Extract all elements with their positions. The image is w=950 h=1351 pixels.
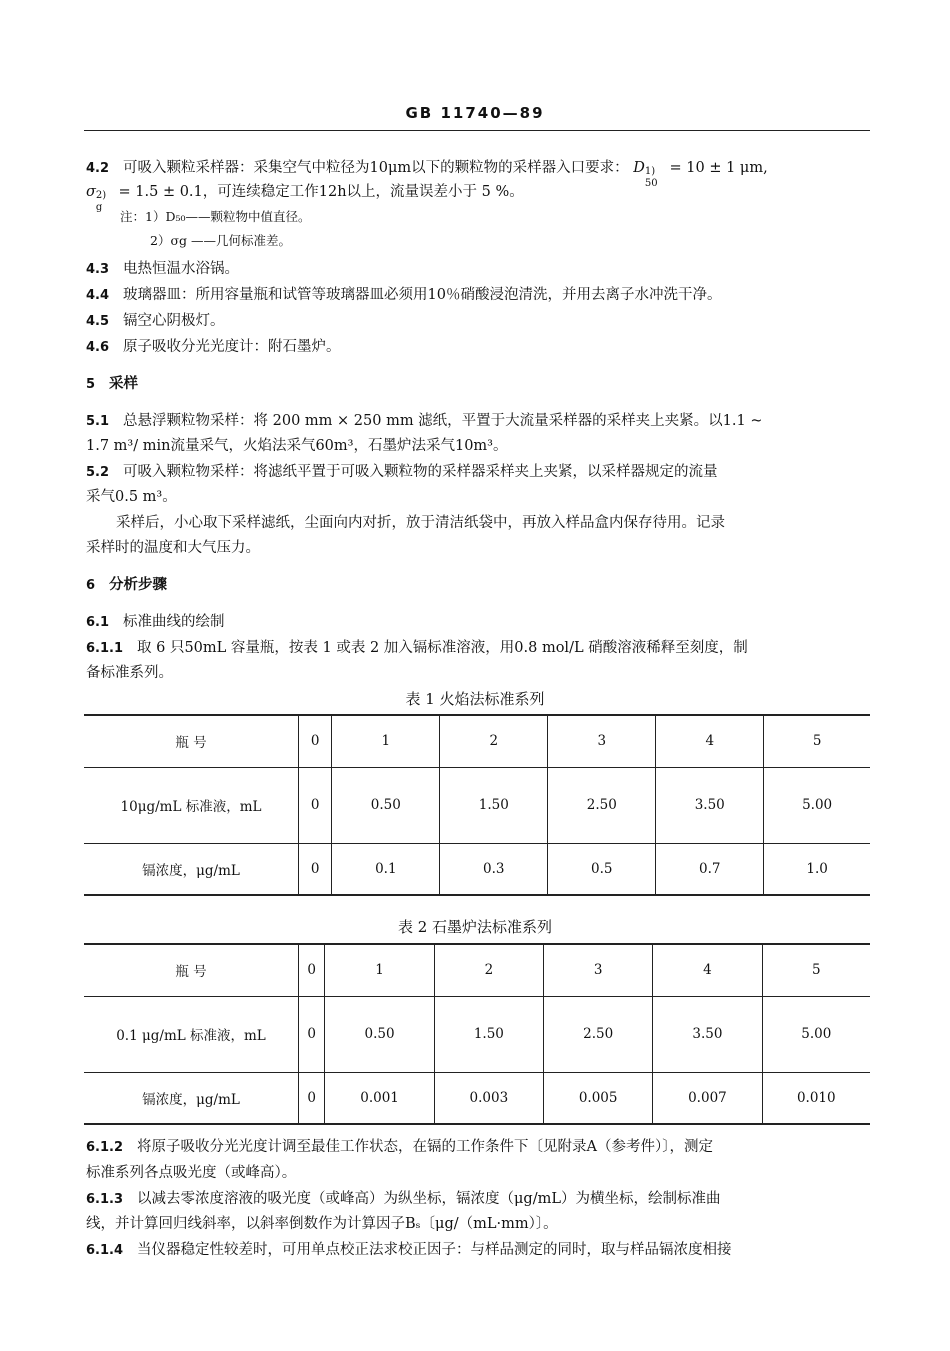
section-4-6: 4.6 原子吸收分光光度计：附石墨炉。 xyxy=(86,339,341,355)
table-row xyxy=(84,843,870,895)
table-cell: 0.007 xyxy=(653,1072,762,1124)
table-cell: 0.3 xyxy=(440,843,548,895)
table-cell: 2.50 xyxy=(544,996,653,1072)
table-cell: 0 xyxy=(299,767,332,843)
table-cell: 0 xyxy=(299,843,332,895)
table-cell: 3 xyxy=(548,715,656,767)
table-cell: 0 xyxy=(299,996,325,1072)
section-5-heading: 5 采样 xyxy=(86,375,139,392)
section-5-2-line1: 5.2 可吸入颗粒物采样：将滤纸平置于可吸入颗粒物的采样器采样夹上夹紧，以采样器规定的流量 xyxy=(86,464,718,480)
section-6-1-1-line2: 备标准系列。 xyxy=(86,665,173,681)
section-6-1-3-line2: 线，并计算回归线斜率，以斜率倒数作为计算因子Bₛ〔μg/（mL·mm）〕。 xyxy=(86,1216,558,1232)
table-cell: 0.1 μg/mL 标准液，mL xyxy=(116,1028,266,1044)
table-cell: 3.50 xyxy=(656,767,764,843)
section-5-1-line2: 1.7 m³/ min流量采气，火焰法采气60m³，石墨炉法采气10m³。 xyxy=(86,438,508,454)
table-cell: 0.001 xyxy=(325,1072,434,1124)
table-cell: 2 xyxy=(434,944,543,996)
table-cell: 0.003 xyxy=(434,1072,543,1124)
table-cell: 0.7 xyxy=(656,843,764,895)
table-cell: 5.00 xyxy=(764,767,870,843)
header-rule xyxy=(84,130,870,131)
note-1: 注：1）D₅₀——颗粒物中值直径。 xyxy=(120,209,311,224)
table-cell: 1.50 xyxy=(440,767,548,843)
table-cell: 3 xyxy=(544,944,653,996)
table-cell: 5 xyxy=(764,715,870,767)
section-6-1-3-line1: 6.1.3 以减去零浓度溶液的吸光度（或峰高）为纵坐标，镉浓度（μg/mL）为横坐标，绘制标准曲 xyxy=(86,1191,721,1207)
table1-caption: 表 1 火焰法标准系列 xyxy=(405,690,545,708)
table-cell: 3.50 xyxy=(653,996,762,1072)
table-row xyxy=(84,1072,870,1124)
table2-caption: 表 2 石墨炉法标准系列 xyxy=(397,918,553,936)
table1 xyxy=(84,714,870,896)
table-cell: 1.50 xyxy=(434,996,543,1072)
table-cell: 0.1 xyxy=(332,843,440,895)
table-cell: 瓶 号 xyxy=(175,964,207,981)
section-4-3: 4.3 电热恒温水浴锅。 xyxy=(86,261,240,277)
section-6-1: 6.1 标准曲线的绘制 xyxy=(86,614,225,630)
table-cell: 5 xyxy=(762,944,870,996)
section-5-1-line1: 5.1 总悬浮颗粒物采样：将 200 mm × 250 mm 滤纸，平置于大流量采样器的采样夹上夹紧。以1.1 ~ xyxy=(86,413,763,429)
table-row xyxy=(84,944,870,996)
section-6-heading: 6 分析步骤 xyxy=(86,576,168,593)
section-6-1-4-line1: 6.1.4 当仪器稳定性较差时，可用单点校正法求校正因子：与样品测定的同时，取与样品镉浓度相接 xyxy=(86,1242,732,1258)
table-cell: 2 xyxy=(440,715,548,767)
table-row xyxy=(84,715,870,767)
table-cell: 1 xyxy=(332,715,440,767)
note-2: 2）σg ——几何标准差。 xyxy=(150,233,291,248)
section-4-5: 4.5 镉空心阴极灯。 xyxy=(86,313,225,329)
table-cell: 0.50 xyxy=(325,996,434,1072)
table-cell: 5.00 xyxy=(762,996,870,1072)
table-cell: 2.50 xyxy=(548,767,656,843)
table2 xyxy=(84,943,870,1125)
page-header: GB 11740—89 xyxy=(405,104,545,122)
section-6-1-2-line1: 6.1.2 将原子吸收分光光度计调至最佳工作状态，在镉的工作条件下〔见附录A（参考件）〕，测定 xyxy=(86,1139,713,1155)
table-cell: 0.50 xyxy=(332,767,440,843)
table-cell: 10μg/mL 标准液，mL xyxy=(120,799,262,815)
table-cell: 瓶 号 xyxy=(175,735,207,752)
table-cell: 0.005 xyxy=(544,1072,653,1124)
table-cell: 1.0 xyxy=(764,843,870,895)
table-cell: 0 xyxy=(299,1072,325,1124)
table-cell: 0 xyxy=(299,715,332,767)
section-4-2-line2: σ 2) g = 1.5 ± 0.1，可连续稳定工作12h以上，流量误差小于 5 %。 xyxy=(86,184,524,213)
table-cell: 镉浓度，μg/mL xyxy=(142,862,240,879)
section-4-2-line1: 4.2 可吸入颗粒采样器：采集空气中粒径为10μm以下的颗粒物的采样器入口要求： D 1) 50 = 10 ± 1 μm, xyxy=(86,160,768,189)
table-cell: 0.5 xyxy=(548,843,656,895)
sampling-note-line2: 采样时的温度和大气压力。 xyxy=(86,540,260,556)
table-row xyxy=(84,767,870,843)
table-cell: 4 xyxy=(653,944,762,996)
section-4-4: 4.4 玻璃器皿：所用容量瓶和试管等玻璃器皿必须用10％硝酸浸泡清洗，并用去离子水冲洗干净。 xyxy=(86,287,722,303)
section-6-1-2-line2: 标准系列各点吸光度（或峰高）。 xyxy=(86,1165,297,1181)
sampling-note-line1: 采样后，小心取下采样滤纸，尘面向内对折，放于清洁纸袋中，再放入样品盒内保存待用。记录 xyxy=(116,515,725,531)
section-6-1-1-line1: 6.1.1 取 6 只50mL 容量瓶，按表 1 或表 2 加入镉标准溶液，用0.8 mol/L 硝酸溶液稀释至刻度，制 xyxy=(86,640,748,656)
table-cell: 1 xyxy=(325,944,434,996)
table-cell: 0 xyxy=(299,944,325,996)
table-cell: 0.010 xyxy=(762,1072,870,1124)
table-cell: 镉浓度，μg/mL xyxy=(142,1091,240,1108)
section-5-2-line2: 采气0.5 m³。 xyxy=(86,489,177,505)
table-cell: 4 xyxy=(656,715,764,767)
table-row xyxy=(84,996,870,1072)
